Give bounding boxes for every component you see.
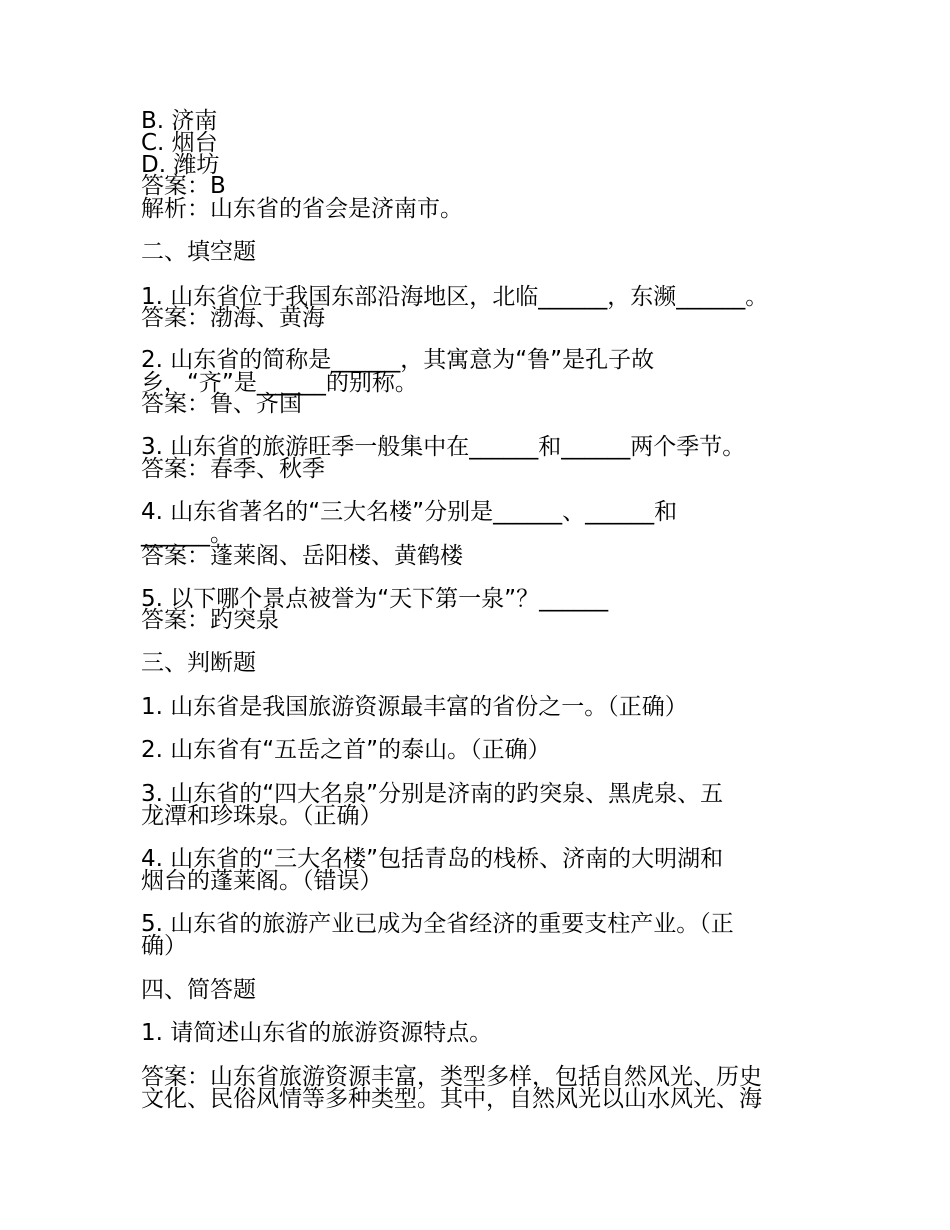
answer-line: 答案：趵突泉	[141, 607, 279, 633]
judgement-item: 5. 山东省的旅游产业已成为全省经济的重要支柱产业。（正	[141, 911, 734, 937]
question-line: 4. 山东省著名的“三大名楼”分别是______、______和	[141, 499, 678, 525]
question-line: 2. 山东省的简称是______，其寓意为“鲁”是孔子故	[141, 347, 655, 373]
answer-line: 答案：蓬莱阁、岳阳楼、黄鹤楼	[141, 543, 463, 569]
question-line: 1. 山东省位于我国东部沿海地区，北临______，东濒______。	[141, 284, 769, 310]
analysis-line: 解析：山东省的省会是济南市。	[141, 196, 463, 222]
judgement-item-cont: 龙潭和珍珠泉。（正确）	[141, 803, 383, 829]
option-b: B. 济南	[141, 108, 218, 134]
section-heading: 三、判断题	[141, 650, 256, 676]
judgement-item-cont: 确）	[141, 933, 187, 959]
question-line-cont: 乡，“齐”是______的别称。	[141, 370, 418, 396]
option-c: C. 烟台	[141, 130, 218, 156]
section-heading: 二、填空题	[141, 239, 256, 265]
judgement-item-cont: 烟台的蓬莱阁。（错误）	[141, 868, 383, 894]
answer-line: 答案：春季、秋季	[141, 456, 325, 482]
question-line: 1. 请简述山东省的旅游资源特点。	[141, 1020, 493, 1046]
question-line: 3. 山东省的旅游旺季一般集中在______和______两个季节。	[141, 434, 746, 460]
section-heading: 四、简答题	[141, 977, 256, 1003]
answer-line: 答案：鲁、齐国	[141, 391, 302, 417]
answer-line: 答案：B	[141, 173, 226, 199]
judgement-item: 3. 山东省的“四大名泉”分别是济南的趵突泉、黑虎泉、五	[141, 781, 724, 807]
judgement-item: 4. 山东省的“三大名楼”包括青岛的栈桥、济南的大明湖和	[141, 846, 724, 872]
answer-line: 答案：渤海、黄海	[141, 305, 325, 331]
judgement-item: 2. 山东省有“五岳之首”的泰山。（正确）	[141, 737, 551, 763]
option-d: D. 潍坊	[141, 152, 220, 178]
question-line: 5. 以下哪个景点被誉为“天下第一泉”？______	[141, 586, 609, 612]
question-line-cont: ______。	[141, 521, 233, 547]
judgement-item: 1. 山东省是我国旅游资源最丰富的省份之一。（正确）	[141, 694, 688, 720]
answer-line-cont: 文化、民俗风情等多种类型。其中，自然风光以山水风光、海	[141, 1086, 762, 1112]
answer-line: 答案：山东省旅游资源丰富，类型多样，包括自然风光、历史	[141, 1064, 762, 1090]
